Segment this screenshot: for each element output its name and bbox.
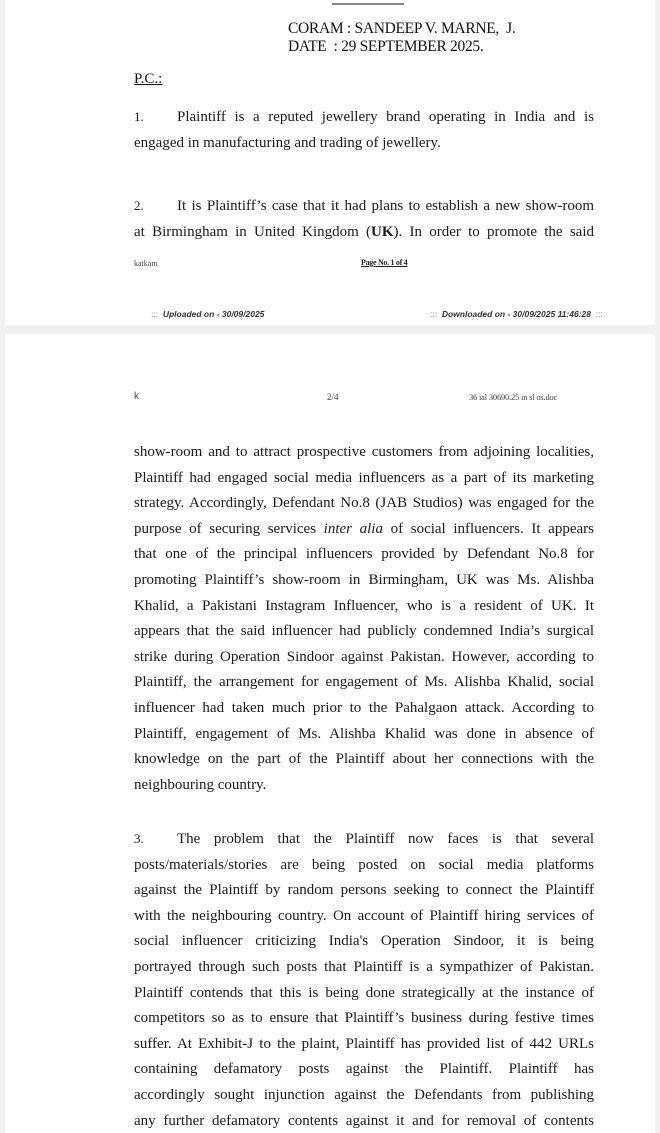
coram-block [288, 20, 515, 56]
paragraph-1 [134, 104, 594, 156]
uk-abbreviation: UK [371, 223, 394, 240]
date-row [288, 38, 515, 56]
coram-label: CORAM [288, 20, 344, 37]
paragraph-line: engaged in manufacturing and trading of jewellery. [134, 134, 441, 151]
paragraph-line: strike during Operation Sindoor against Pakistan. However, according to [134, 648, 594, 665]
paragraph-2-continued [134, 440, 594, 798]
paragraph-line: at Birmingham in United Kingdom (UK). In order to promote the said [134, 223, 594, 240]
footer-initials: katkam [134, 259, 158, 268]
paragraph-line: Khalid, a Pakistani Instagram Influencer, who is a resident of UK. It [134, 597, 594, 614]
document-page-2 [5, 334, 655, 1133]
paragraph-line: competitors so as to ensure that Plaintiff’s business during festive times [134, 1010, 594, 1027]
paragraph-number: 3. [134, 831, 144, 846]
uploaded-stamp: ::: Uploaded on - 30/09/2025 [151, 309, 265, 319]
paragraph-line: 2. It is Plaintiff’s case that it had plans to establish a new show-room [134, 193, 594, 220]
page-number: Page No. 1 of 4 [361, 258, 408, 267]
paragraph-line: Plaintiff, engagement of Ms. Alishba Khalid was done in absence of [134, 725, 594, 742]
paragraph-line: Plaintiff had engaged social media influencers as a part of its marketing [134, 469, 594, 486]
paragraph-line: 1. Plaintiff is a reputed jewellery brand operating in India and is [134, 104, 594, 131]
paragraph-number: 2. [134, 198, 144, 213]
paragraph-line: against the Plaintiff by random persons seeking to connect the Plaintiff [134, 882, 594, 899]
paragraph-line: social influencer criticizing India's Operation Sindoor, it is being [134, 933, 594, 950]
paragraph-line: suffer. At Exhibit-J to the plaint, Plaintiff has provided list of 442 URLs [134, 1035, 594, 1052]
downloaded-stamp: ::: Downloaded on - 30/09/2025 11:46:28 ::: [430, 309, 603, 319]
paragraph-line: that one of the principal influencers provided by Defendant No.8 for [134, 546, 594, 563]
paragraph-3 [134, 826, 594, 1133]
coram-row [288, 20, 515, 38]
paragraph-line: 3. The problem that the Plaintiff now faces is that several [134, 826, 594, 853]
paragraph-line: promoting Plaintiff’s show-room in Birmingham, UK was Ms. Alishba [134, 571, 594, 588]
paragraph-line: knowledge on the part of the Plaintiff about her connections with the [134, 751, 594, 768]
paragraph-line: purpose of securing services inter alia of social influencers. It appears [134, 520, 594, 537]
latin-phrase: inter alia [323, 520, 383, 537]
paragraph-line: containing defamatory posts against the Plaintiff. Plaintiff has [134, 1061, 594, 1078]
paragraph-number: 1. [134, 109, 144, 124]
date-label: DATE [288, 38, 327, 55]
pc-heading: P.C.: [134, 71, 163, 87]
header-left: k [134, 391, 139, 402]
paragraph-line: Plaintiff, the arrangement for engagement of Ms. Alishba Khalid, social [134, 674, 594, 691]
paragraph-line: neighbouring country. [134, 776, 267, 793]
document-page-1 [5, 0, 655, 325]
paragraph-line: any further defamatory contents against it and for removal of contents [134, 1112, 594, 1129]
header-page-number: 2/4 [327, 392, 339, 402]
coram-value: : SANDEEP V. MARNE, J. [343, 20, 516, 37]
paragraph-line: influencer had taken much prior to the Pahalgaon attack. According to [134, 699, 594, 716]
paragraph-line: posts/materials/stories are being posted on social media platforms [134, 856, 594, 873]
header-filename: 36 ial 30690.25 in sl os.doc [469, 392, 558, 402]
paragraph-2 [134, 193, 594, 245]
top-rule-divider [332, 3, 404, 5]
paragraph-line: show-room and to attract prospective customers from adjoining localities, [134, 444, 594, 460]
paragraph-line: appears that the said influencer had publicly condemned India’s surgical [134, 623, 594, 640]
paragraph-line: with the neighbouring country. On account of Plaintiff hiring services of [134, 907, 594, 924]
paragraph-line: strategy. Accordingly, Defendant No.8 (JAB Studios) was engaged for the [134, 495, 594, 512]
paragraph-line: Plaintiff contends that this is being done strategically at the instance of [134, 984, 594, 1001]
paragraph-line: accordingly sought injunction against the Defendants from publishing [134, 1086, 594, 1103]
paragraph-line: portrayed through such posts that Plaintiff is a sympathizer of Pakistan. [134, 958, 594, 975]
date-value: : 29 SEPTEMBER 2025. [326, 38, 484, 55]
